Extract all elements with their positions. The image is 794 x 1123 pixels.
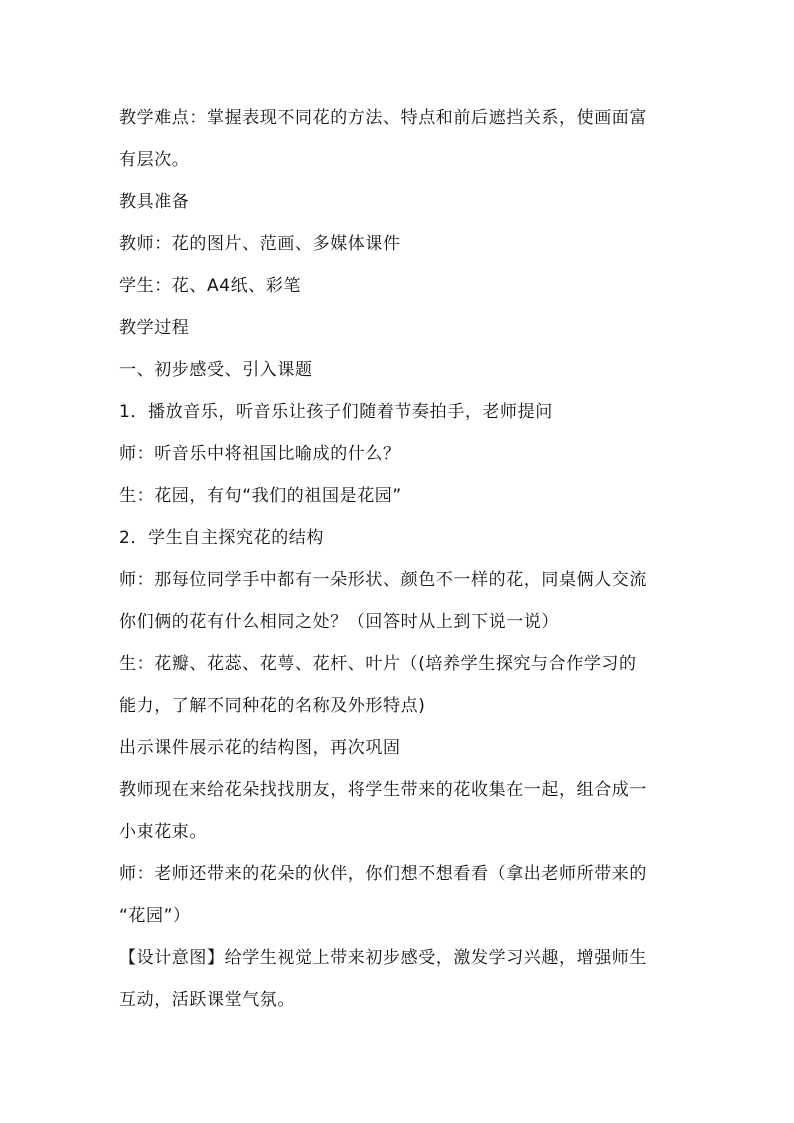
- heading-section-one: 一、初步感受、引入课题: [119, 360, 313, 380]
- text-line-difficulty: 教学难点：掌握表现不同花的方法、特点和前后遮挡关系，使画面富: [119, 108, 647, 128]
- heading-teaching-aids: 教具准备: [119, 192, 190, 212]
- text-line-step-1: 1．播放音乐，听音乐让孩子们随着节奏拍手，老师提问: [119, 402, 553, 422]
- text-line-teacher-question: 师：听音乐中将祖国比喻成的什么？: [119, 444, 401, 464]
- text-line-teacher-prompt-cont: 你们俩的花有什么相同之处？（回答时从上到下说一说）: [119, 612, 559, 632]
- text-line-find-friends-cont: 小束花束。: [119, 822, 207, 842]
- text-line-difficulty-cont: 有层次。: [119, 150, 190, 170]
- text-line-design-intent: 【设计意图】给学生视觉上带来初步感受，激发学习兴趣，增强师生: [119, 948, 647, 968]
- text-line-student-parts: 生：花瓣、花蕊、花萼、花杆、叶片（(培养学生探究与合作学习的: [119, 654, 637, 674]
- text-line-teacher-aids: 教师：花的图片、范画、多媒体课件: [119, 234, 401, 254]
- text-line-teacher-prompt: 师：那每位同学手中都有一朵形状、颜色不一样的花，同桌俩人交流: [119, 570, 647, 590]
- text-line-teacher-garden-cont: “花园”）: [119, 906, 191, 926]
- text-line-student-aids: 学生：花、A4纸、彩笔: [119, 276, 302, 296]
- text-line-courseware: 出示课件展示花的结构图，再次巩固: [119, 738, 401, 758]
- text-line-student-answer: 生：花园，有句“我们的祖国是花园”: [119, 486, 402, 506]
- document-body: [119, 97, 684, 1021]
- text-line-design-intent-cont: 互动，活跃课堂气氛。: [119, 990, 295, 1010]
- text-line-student-parts-cont: 能力，了解不同种花的名称及外形特点): [119, 696, 426, 716]
- text-line-find-friends: 教师现在来给花朵找找朋友，将学生带来的花收集在一起，组合成一: [119, 780, 647, 800]
- text-line-teacher-garden: 师：老师还带来的花朵的伙伴，你们想不想看看（拿出老师所带来的: [119, 864, 647, 884]
- heading-teaching-process: 教学过程: [119, 318, 190, 338]
- text-line-step-2: 2．学生自主探究花的结构: [119, 528, 325, 548]
